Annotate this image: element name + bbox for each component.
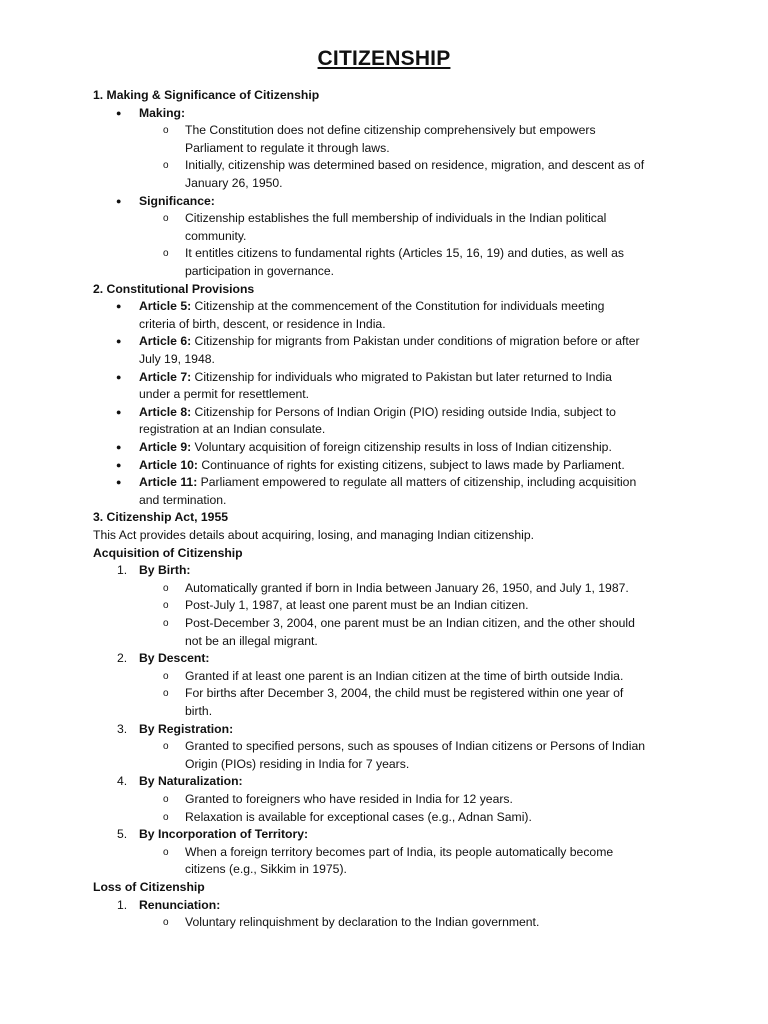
section-heading: 3. Citizenship Act, 1955 bbox=[93, 510, 229, 525]
list-item: Post-December 3, 2004, one parent must be an Indian citizen, and the other should bbox=[185, 616, 635, 630]
article-text-cont: criteria of birth, descent, or residence in India. bbox=[139, 316, 386, 331]
list-item: January 26, 1950. bbox=[185, 176, 283, 190]
list-item: For births after December 3, 2004, the child must be registered within one year of bbox=[185, 686, 624, 701]
disc-bullet: ● bbox=[116, 371, 122, 382]
article-text: Parliament empowered to regulate all matters of citizenship, including acquisition bbox=[197, 475, 637, 490]
article-item bbox=[139, 333, 640, 351]
list-item: When a foreign territory becomes part of India, its people automatically become bbox=[185, 844, 614, 859]
list-item: not be an illegal migrant. bbox=[185, 633, 318, 648]
circle-bullet: o bbox=[163, 160, 169, 172]
section-heading: 1. Making & Significance of Citizenship bbox=[93, 88, 320, 102]
page-title: CITIZENSHIP bbox=[317, 47, 451, 70]
article-item bbox=[139, 474, 636, 492]
circle-bullet: o bbox=[163, 670, 169, 682]
article-text: Citizenship at the commencement of the Constitution for individuals meeting bbox=[191, 299, 605, 314]
list-item: Granted to specified persons, such as spouses of Indian citizens or Persons of Indian bbox=[185, 739, 646, 754]
circle-bullet: o bbox=[163, 213, 169, 225]
list-item: Origin (PIOs) residing in India for 7 years. bbox=[185, 756, 410, 771]
article-text-cont: under a permit for resettlement. bbox=[139, 387, 310, 402]
mode-label: By Registration: bbox=[139, 721, 234, 736]
article-item bbox=[139, 298, 604, 316]
subsection-heading: Acquisition of Citizenship bbox=[93, 545, 243, 560]
disc-bullet: ● bbox=[116, 459, 122, 470]
list-item: birth. bbox=[185, 704, 213, 718]
article-text-cont: registration at an Indian consulate. bbox=[139, 422, 326, 437]
circle-bullet: o bbox=[163, 600, 169, 612]
article-item bbox=[139, 457, 625, 475]
circle-bullet: o bbox=[163, 917, 169, 929]
subheading-making: Making: bbox=[139, 105, 186, 120]
list-item: Voluntary relinquishment by declaration to the Indian government. bbox=[185, 915, 540, 930]
mode-label: By Naturalization: bbox=[139, 774, 243, 789]
disc-bullet: ● bbox=[116, 301, 122, 312]
article-item bbox=[139, 439, 612, 457]
article-text: Citizenship for migrants from Pakistan under conditions of migration before or after bbox=[191, 334, 640, 349]
list-item: citizens (e.g., Sikkim in 1975). bbox=[185, 862, 347, 877]
circle-bullet: o bbox=[163, 688, 169, 700]
article-label: Article 10: bbox=[139, 457, 198, 472]
disc-bullet: ● bbox=[116, 442, 122, 452]
circle-bullet: o bbox=[163, 248, 169, 260]
article-item bbox=[139, 369, 612, 387]
list-number: 3. bbox=[117, 721, 128, 736]
circle-bullet: o bbox=[163, 846, 169, 858]
list-number: 4. bbox=[117, 774, 128, 789]
article-text-cont: July 19, 1948. bbox=[139, 352, 215, 366]
list-number: 1. bbox=[117, 563, 128, 578]
disc-bullet: ● bbox=[116, 336, 122, 347]
list-item: Citizenship establishes the full membership of individuals in the Indian political bbox=[185, 211, 607, 226]
list-item: Initially, citizenship was determined based on residence, migration, and descent as of bbox=[185, 158, 645, 173]
disc-bullet: ● bbox=[116, 406, 122, 417]
list-item: Post-July 1, 1987, at least one parent must be an Indian citizen. bbox=[185, 598, 529, 613]
article-label: Article 6: bbox=[139, 334, 192, 349]
list-item: It entitles citizens to fundamental rights (Articles 15, 16, 19) and duties, as well as bbox=[185, 246, 624, 261]
disc-bullet: ● bbox=[116, 107, 122, 118]
list-item: Parliament to regulate it through laws. bbox=[185, 140, 390, 155]
article-item bbox=[139, 404, 616, 422]
article-text: Citizenship for individuals who migrated to Pakistan but later returned to India bbox=[191, 369, 612, 384]
article-text: Voluntary acquisition of foreign citizenship results in loss of Indian citizenship. bbox=[191, 440, 612, 454]
list-item: community. bbox=[185, 228, 247, 243]
list-item: The Constitution does not define citizenship comprehensively but empowers bbox=[185, 123, 596, 138]
circle-bullet: o bbox=[163, 618, 169, 629]
circle-bullet: o bbox=[163, 582, 169, 594]
article-label: Article 5: bbox=[139, 299, 192, 314]
section-intro: This Act provides details about acquiring, losing, and managing Indian citizenship. bbox=[93, 528, 535, 542]
circle-bullet: o bbox=[163, 741, 169, 753]
list-item: participation in governance. bbox=[185, 264, 335, 278]
mode-label: By Birth: bbox=[139, 563, 191, 578]
article-label: Article 8: bbox=[139, 404, 192, 419]
mode-label: By Descent: bbox=[139, 651, 210, 666]
list-item: Granted if at least one parent is an Indian citizen at the time of birth outside India. bbox=[185, 668, 624, 683]
list-number: 2. bbox=[117, 651, 128, 666]
circle-bullet: o bbox=[163, 811, 169, 823]
list-number: 5. bbox=[117, 827, 128, 842]
article-label: Article 11: bbox=[139, 475, 198, 490]
disc-bullet: ● bbox=[116, 195, 122, 206]
article-label: Article 7: bbox=[139, 369, 192, 384]
list-item: Automatically granted if born in India between January 26, 1950, and July 1, 1987. bbox=[185, 580, 629, 595]
subsection-heading: Loss of Citizenship bbox=[93, 880, 205, 894]
section-heading: 2. Constitutional Provisions bbox=[93, 281, 255, 296]
article-text: Continuance of rights for existing citizens, subject to laws made by Parliament. bbox=[197, 457, 625, 472]
list-number: 1. bbox=[117, 897, 128, 912]
mode-label: By Incorporation of Territory: bbox=[139, 827, 309, 842]
disc-bullet: ● bbox=[116, 477, 122, 488]
circle-bullet: o bbox=[163, 125, 169, 137]
circle-bullet: o bbox=[163, 794, 169, 805]
article-text: Citizenship for Persons of Indian Origin (PIO) residing outside India, subject to bbox=[191, 404, 616, 419]
mode-label: Renunciation: bbox=[139, 897, 221, 912]
article-label: Article 9: bbox=[139, 440, 192, 454]
subheading-significance: Significance: bbox=[139, 193, 215, 208]
list-item: Granted to foreigners who have resided in India for 12 years. bbox=[185, 792, 513, 806]
article-text-cont: and termination. bbox=[139, 492, 227, 507]
list-item: Relaxation is available for exceptional cases (e.g., Adnan Sami). bbox=[185, 809, 532, 824]
